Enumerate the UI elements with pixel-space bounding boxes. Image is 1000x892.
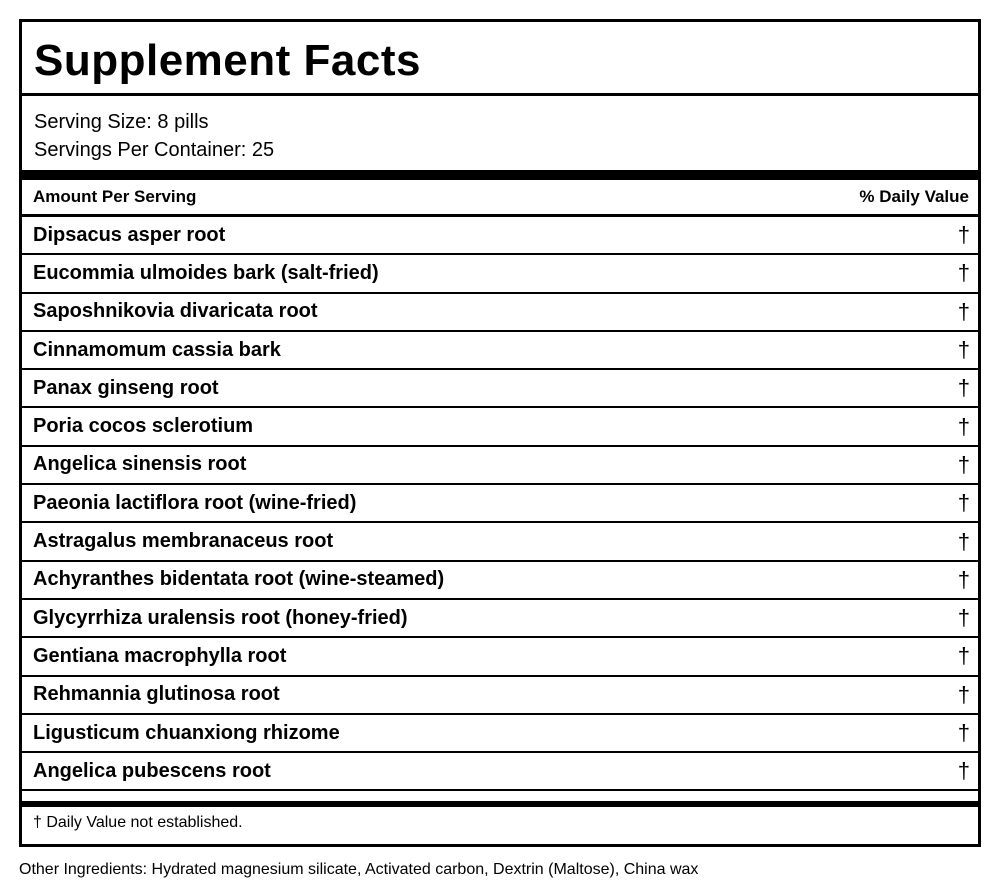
ingredient-name: Angelica sinensis root — [33, 453, 247, 476]
table-row — [22, 217, 978, 255]
table-row — [22, 600, 978, 638]
table-row — [22, 447, 978, 485]
daily-value-header: % Daily Value — [859, 187, 969, 206]
supplement-facts-panel — [19, 19, 981, 847]
table-row — [22, 638, 978, 676]
ingredient-name: Panax ginseng root — [33, 376, 219, 399]
ingredient-name: Poria cocos sclerotium — [33, 415, 254, 438]
daily-value: † — [957, 643, 970, 669]
other-ingredients: Other Ingredients: Hydrated magnesium silicate, Activated carbon, Dextrin (Maltose), China wax — [19, 861, 699, 878]
ingredient-name: Achyranthes bidentata root (wine-steamed) — [33, 568, 445, 591]
ingredient-name: Astragalus membranaceus root — [33, 530, 334, 553]
daily-value: † — [957, 222, 970, 248]
daily-value: † — [957, 566, 970, 592]
table-row — [22, 715, 978, 753]
servings-per-container: Servings Per Container: 25 — [34, 139, 275, 161]
daily-value: † — [957, 413, 970, 439]
serving-info — [22, 96, 978, 170]
daily-value: † — [957, 758, 970, 784]
table-row — [22, 677, 978, 715]
ingredient-name: Rehmannia glutinosa root — [33, 683, 280, 706]
daily-value: † — [957, 605, 970, 631]
daily-value-footnote: † Daily Value not established. — [33, 814, 243, 831]
ingredient-name: Eucommia ulmoides bark (salt-fried) — [33, 261, 379, 284]
ingredient-name: Ligusticum chuanxiong rhizome — [33, 721, 340, 744]
table-row — [22, 332, 978, 370]
ingredient-name: Gentiana macrophylla root — [33, 644, 287, 667]
panel-title: Supplement Facts — [22, 22, 978, 96]
daily-value: † — [957, 681, 970, 707]
ingredient-name: Angelica pubescens root — [33, 759, 271, 782]
bottom-thick-divider — [22, 801, 978, 807]
table-row — [22, 255, 978, 293]
daily-value: † — [957, 337, 970, 363]
table-row — [22, 408, 978, 446]
daily-value: † — [957, 260, 970, 286]
daily-value: † — [957, 720, 970, 745]
ingredient-name: Dipsacus asper root — [33, 223, 226, 246]
daily-value: † — [957, 375, 970, 401]
table-row — [22, 562, 978, 600]
ingredient-name: Glycyrrhiza uralensis root (honey-fried) — [33, 606, 408, 629]
daily-value: † — [957, 298, 970, 324]
ingredient-name: Saposhnikovia divaricata root — [33, 300, 318, 323]
table-row — [22, 485, 978, 523]
daily-value: † — [957, 528, 970, 554]
table-row — [22, 753, 978, 791]
serving-size: Serving Size: 8 pills — [34, 111, 209, 133]
table-row — [22, 370, 978, 408]
daily-value: † — [957, 490, 970, 516]
daily-value: † — [957, 451, 970, 477]
amount-per-serving-header: Amount Per Serving — [33, 187, 197, 206]
table-header — [22, 180, 978, 217]
ingredient-name: Cinnamomum cassia bark — [33, 338, 281, 361]
thick-divider — [22, 170, 978, 180]
ingredient-rows — [22, 217, 978, 791]
table-row — [22, 294, 978, 332]
table-row — [22, 523, 978, 561]
ingredient-name: Paeonia lactiflora root (wine-fried) — [33, 491, 357, 514]
